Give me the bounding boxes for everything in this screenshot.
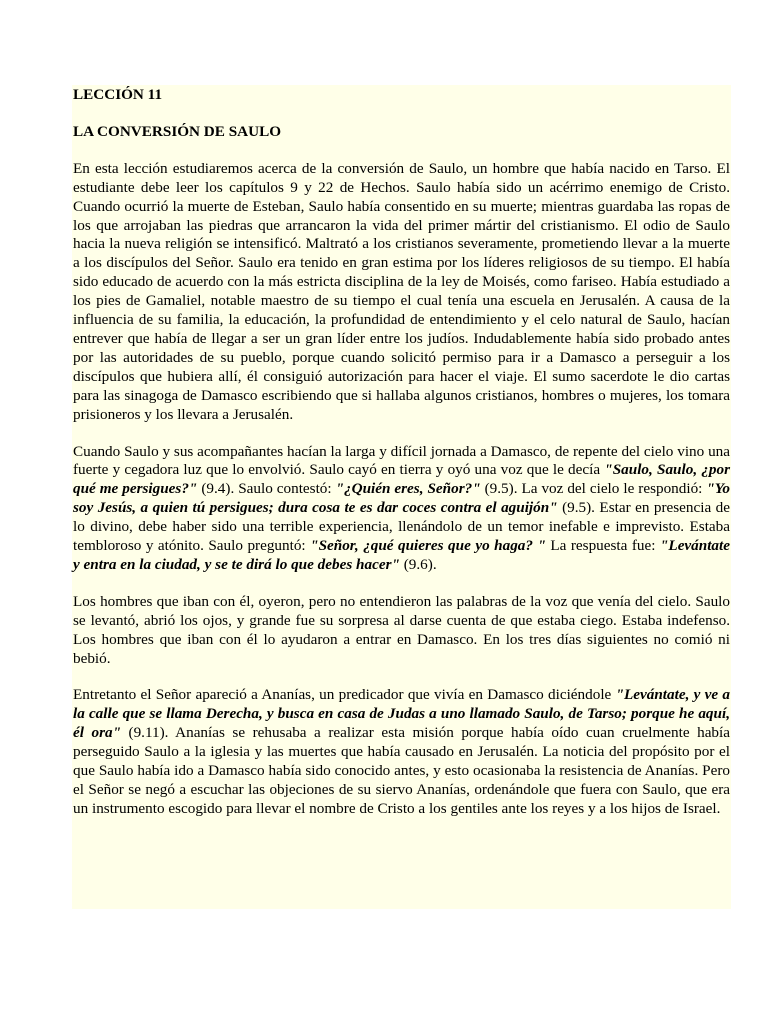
quote-yo-soy-jesus: "Yo soy Jesús, a quien tú persigues; dura cosa te es dar coces contra el aguijón" bbox=[73, 480, 730, 517]
document-body bbox=[73, 86, 730, 819]
paragraph-2-text: La respuesta fue: bbox=[545, 537, 660, 555]
paragraph-4-text: (9.11). Ananías se rehusaba a realizar esta misión porque había oído cuan cruelmente había perseguido Saulo a la iglesia y las muertes que había causado en Jerusalén. La noticia del propósito por el que Saulo había ido a Damasco había sido conocido antes, y esto ocasionaba la resistencia de Ananías. Pero el Señor se negó a escuchar las objeciones de su siervo Ananías, ordenándole que fuera con Saulo, que era un instrumento escogido para llevar el nombre de Cristo a los gentiles ante los reyes y a los hijos de Israel. bbox=[73, 724, 730, 817]
paragraph-2-text: (9.5). Estar en presencia de lo divino, debe haber sido una terrible experiencia, llenándolo de un temor inefable e imprevisto. Estaba tembloroso y atónito. Saulo preguntó: bbox=[73, 499, 730, 555]
paragraph-1: En esta lección estudiaremos acerca de la conversión de Saulo, un hombre que había nacido en Tarso. El estudiante debe leer los capítulos 9 y 22 de Hechos. Saulo había sido un acérrimo enemigo de Cristo. Cuando ocurrió la muerte de Esteban, Saulo había consentido en su muerte; mientras guardaba las ropas de los que arrojaban las piedras que arrancaron la vida del primer mártir del cristianismo. El odio de Saulo hacia la nueva religión se intensificó. Maltrató a los cristianos severamente, prometiendo llevar a la muerte a los discípulos del Señor. Saulo era tenido en gran estima por los líderes religiosos de su tiempo. El había sido educado de acuerdo con la más estricta disciplina de la ley de Moisés, como fariseo. Había estudiado a los pies de Gamaliel, notable maestro de su tiempo el cual tenía una escuela en Jerusalén. A causa de la influencia de su familia, la educación, la profundidad de entendimiento y el celo natural de Saulo, hacían entrever que había de llegar a ser un gran líder entre los judíos. Indudablemente había sido probado antes por las autoridades de su pueblo, porque cuando solicitó permiso para ir a Damasco a perseguir a los discípulos que hubiera allí, él consiguió autorización para hacer el viaje. El sumo sacerdote le dio cartas para las sinagoga de Damasco escribiendo que si hallaba algunos cristianos, hombres o mujeres, los tomara prisioneros y los llevara a Jerusalén. bbox=[73, 159, 730, 423]
paragraph-4 bbox=[73, 686, 730, 818]
paragraph-2-text: (9.5). La voz del cielo le respondió: bbox=[480, 480, 707, 498]
paragraph-2-text: Cuando Saulo y sus acompañantes hacían la larga y difícil jornada a Damasco, de repente del cielo vino una fuerte y cegadora luz que lo envolvió. Saulo cayó en tierra y oyó una voz que le decía bbox=[73, 442, 730, 479]
quote-levantate-entra: "Levántate y entra en la ciudad, y se te dirá lo que debes hacer" bbox=[73, 537, 730, 573]
paragraph-4-text: Entretanto el Señor apareció a Ananías, un predicador que vivía en Damasco diciéndole bbox=[73, 686, 616, 704]
lesson-number: LECCIÓN 11 bbox=[73, 86, 163, 103]
lesson-title: LA CONVERSIÓN DE SAULO bbox=[73, 122, 282, 140]
quote-que-quieres: "Señor, ¿qué quieres que yo haga? " bbox=[310, 537, 546, 555]
paragraph-2-text: (9.4). Saulo contestó: bbox=[197, 480, 336, 498]
paragraph-2 bbox=[73, 443, 730, 575]
quote-saulo-saulo: "Saulo, Saulo, ¿por qué me persigues?" bbox=[73, 461, 730, 498]
paragraph-2-text: (9.6). bbox=[399, 555, 437, 573]
paragraph-3: Los hombres que iban con él, oyeron, pero no entendieron las palabras de la voz que venía del cielo. Saulo se levantó, abrió los ojos, y grande fue su sorpresa al darse cuenta de que estaba ciego. Estaba indefenso. Los hombres que iban con él lo ayudaron a entrar en Damasco. En los tres días siguientes no comió ni bebió. bbox=[73, 592, 730, 667]
quote-quien-eres: "¿Quién eres, Señor?" bbox=[335, 480, 481, 498]
quote-levantate-calle-derecha: "Levántate, y ve a la calle que se llama Derecha, y busca en casa de Judas a uno llamado Saulo, de Tarso; porque he aquí, él ora" bbox=[73, 686, 731, 742]
